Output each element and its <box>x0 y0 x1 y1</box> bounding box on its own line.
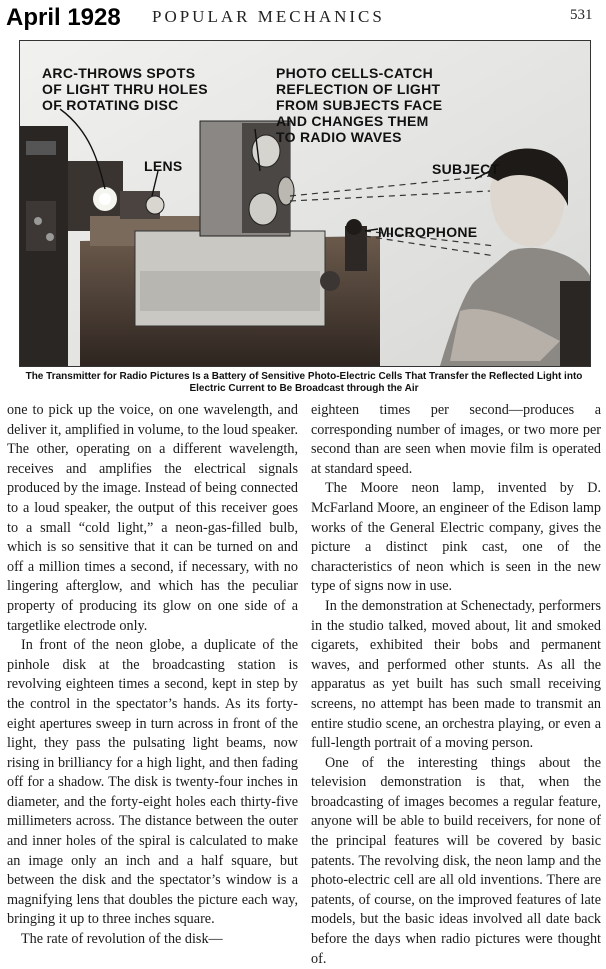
paragraph: In front of the neon globe, a duplicate of the pinhole disk at the broadcasting station is revolving eighteen times a second, kept in step by the control in the spectator’s hands. As its forty-eight apertures sweep in turn across in front of the light, they pass the pulsating light beams, now rising in brilliancy for a high light, and then fading off for a shadow. The disk is twenty-four inches in diameter, and the forty-eight holes each thirty-five millimeters across. The distance between the outer and inner holes of the spiral is calculated to make an image only an inch and a half square, but between the disk and the spectator’s window is a magnifying lens that doubles the picture each way, bringing it up to three inches square. <box>7 637 298 928</box>
paragraph: In the demonstration at Schenectady, performers in the studio talked, moved about, lit and smoked cigarets, exhibited their bobs and permanent waves, and performed other stunts. As all the apparatus as yet built has such small receiving screens, no attempt has been made to transmit an entire studio scene, an orchestra playing, or even a full-length portrait of a moving person. <box>311 597 601 752</box>
paragraph: one to pick up the voice, on one wavelength, and deliver it, amplified in volume, to the loud speaker. The other, operating on a different wavelength, receives and amplifies the electrical signals produced by the image. Instead of being connected to a loud speaker, the output of this receiver goes to a small “cold light,” a neon-gas-filled bulb, which is so sensitive that it can be turned on and off a million times a second, if necessary, with no lingering afterglow, and which has the peculiar property of producing its glow on one side of a targetlike electrode only. <box>7 402 298 634</box>
issue-date: April 1928 <box>6 4 121 31</box>
page-number: 531 <box>570 7 593 23</box>
paragraph: One of the interesting things about the television demonstration is that, when the broadcasting of images becomes a regular feature, anyone will be able to build receivers, for none of the principal features will be covered by basic patents. The revolving disk, the neon lamp and the photo-electric cell are all old inventions. There are patents, of course, on the improved features of late models, but the basic ideas involved all date back before the days when radio pictures were thought of. <box>311 754 601 967</box>
paragraph: The rate of revolution of the disk— <box>21 931 223 948</box>
paragraph: eighteen times per second—produces a corresponding number of images, or two more per second than are seen when movie film is operated at standard speed. <box>311 402 601 477</box>
magazine-title: POPULAR MECHANICS <box>152 7 385 26</box>
paragraph: The Moore neon lamp, invented by D. McFarland Moore, an engineer of the Edison lamp works of the General Electric company, gives the picture a distinct pink cast, one of the characteristics of neon which is seen in the new type of signs now in use. <box>311 480 601 595</box>
callout-photo-cells: PHOTO CELLS-CATCH REFLECTION OF LIGHT FROM SUBJECTS FACE AND CHANGES THEM TO RADIO WAVES <box>276 65 443 145</box>
callout-lens: LENS <box>144 158 183 174</box>
transmitter-photo <box>19 40 591 367</box>
article-column-right <box>311 401 601 969</box>
callout-microphone: MICROPHONE <box>378 224 478 240</box>
page-header <box>0 0 606 34</box>
article-column-left <box>7 401 298 950</box>
callout-arc: ARC-THROWS SPOTS OF LIGHT THRU HOLES OF ROTATING DISC <box>42 65 208 113</box>
callout-subject: SUBJECT <box>432 161 500 177</box>
figure-caption: The Transmitter for Radio Pictures Is a Battery of Sensitive Photo-Electric Cells That Transfer the Reflected Light into Electric Current to Be Broadcast through the Air <box>25 371 583 394</box>
